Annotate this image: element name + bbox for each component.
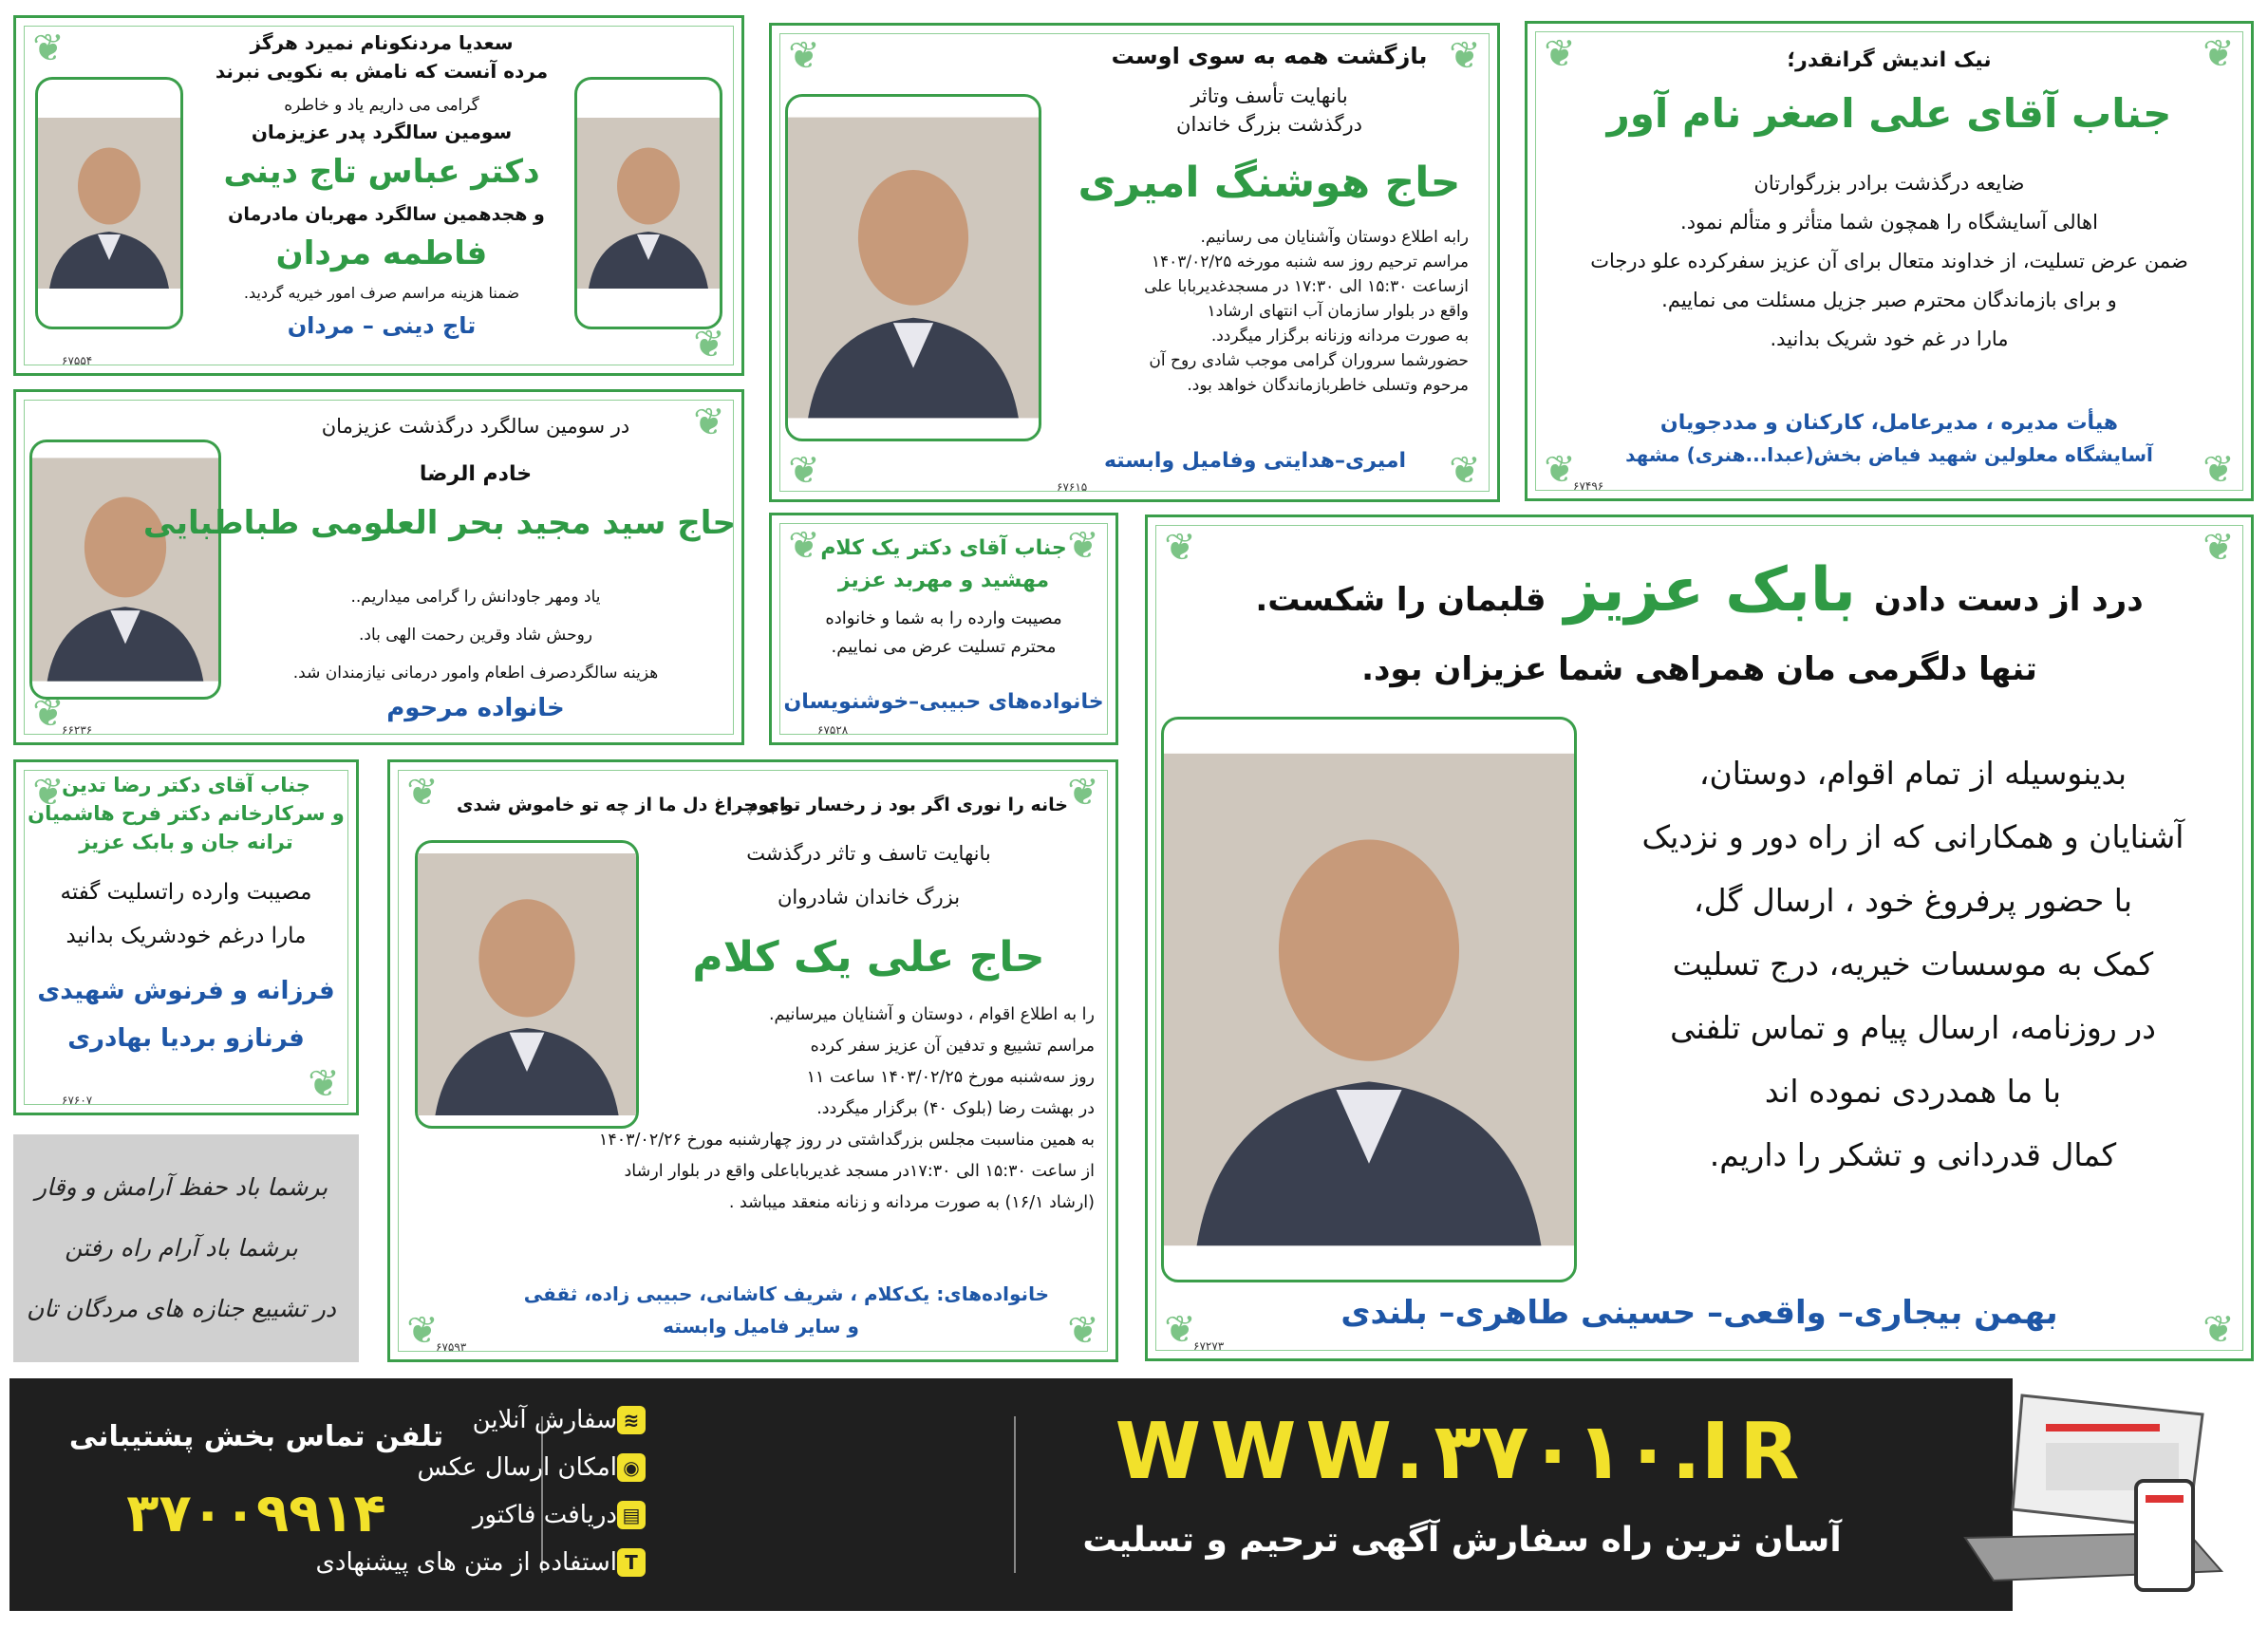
obituary-tajdini	[13, 15, 744, 376]
signature: امیری–هدایتی وفامیل وابسته	[1103, 449, 1407, 473]
signature-line-1: خانواده‌های: یک‌کلام ، شریف کاشانی، حبیبی زاده، ثقفی	[523, 1282, 1049, 1305]
name-amiri: حاج هوشنگ امیری	[1078, 159, 1461, 207]
ornament-icon: ❦	[2202, 448, 2235, 492]
ornament-icon: ❦	[1067, 1309, 1099, 1353]
ornament-icon: ❦	[788, 524, 820, 568]
name-babak: بابک عزیز	[1564, 555, 1856, 626]
anniversary-body: یاد ومهر جاودانش را گرامی میداریم.. روحش شاد وقرین رحمت الهی باد. هزینه سالگردصرف اطعام وامور درمانی نیازمندان شد.	[292, 588, 659, 683]
camera-icon: ◉	[617, 1453, 646, 1482]
ad-code: ۶۷۶۱۵	[1057, 480, 1088, 494]
intro-line-2: درگذشت بزرگ خاندان	[1176, 113, 1362, 136]
banner-slogan: آسان ترین راه سفارش آگهی ترحیم و تسلیت	[1082, 1521, 1842, 1560]
signature-line-1: هیأت مدیره ، مدیرعامل، کارکنان و مددجویان	[1659, 411, 2119, 435]
thanks-babak	[1145, 515, 2254, 1361]
name-namavar: جناب آقای علی اصغر نام آور	[1606, 90, 2172, 137]
ornament-icon: ❦	[693, 401, 725, 444]
divider	[1014, 1416, 1016, 1573]
ad-code: ۶۷۵۵۴	[62, 354, 93, 367]
anniversary-father: سومین سالگرد پدر عزیزمان	[251, 121, 513, 143]
intro-line-1: بانهایت تأسف وتاثر	[1190, 84, 1348, 107]
feature-send-photo: ◉امکان ارسال عکس	[406, 1452, 646, 1482]
signature: بهمن بیجاری– واقعی– حسینی طاهری– بلندی	[1340, 1294, 2058, 1332]
photo-amiri	[785, 94, 1041, 441]
poem-line-1: سعدیا مردنکونام نمیرد هرگز	[250, 31, 514, 54]
ornament-icon: ❦	[1067, 524, 1099, 568]
ornament-icon: ❦	[1449, 449, 1481, 493]
photo-father	[574, 77, 722, 329]
text-icon: T	[617, 1548, 646, 1577]
ornament-icon: ❦	[1164, 526, 1196, 570]
body-line-1: مصیبت وارده راتسلیت گفته	[60, 880, 312, 905]
addressee-line-1: جناب آقای دکتر رضا تدین	[62, 774, 310, 796]
addressee-line-2: مهشید و مهربد عزیز	[837, 569, 1050, 592]
ornament-icon: ❦	[1544, 448, 1576, 492]
ornament-icon: ❦	[2202, 32, 2235, 76]
obituary-amiri	[769, 23, 1500, 502]
poem-right: خانه را نوری اگر بود ز رخسار تو بود	[748, 795, 1068, 815]
anniversary-mother: و هجدهمین سالگرد مهربان مادرمان	[228, 204, 545, 225]
ad-code: ۶۶۲۳۶	[62, 723, 93, 737]
document-icon: ▤	[617, 1501, 646, 1529]
thanks-body: بدینوسیله از تمام اقوام، دوستان، آشنایان و همکارانی که از راه دور و نزدیک با حضور پرفروغ خود ، ارسال گل، کمک به موسسات خیریه، درج تسلیت در روزنامه، ارسال پیام و تماس تلفنی با ما همدردی نموده اند کمال قدردانی و تشکر را داریم.	[1641, 755, 2184, 1173]
signature: تاج دینی – مردان	[287, 312, 477, 339]
ornament-icon: ❦	[788, 34, 820, 78]
ornament-icon: ❦	[32, 771, 65, 814]
poem-line-2: مرده آنست که نامش به نکویی نبرند	[215, 60, 549, 83]
addressee-line-3: ترانه جان و بابک عزیز	[79, 831, 293, 853]
laptop-phone-graphic	[1956, 1376, 2231, 1614]
photo-babak	[1161, 717, 1577, 1282]
ornament-icon: ❦	[32, 692, 65, 736]
signature-line-1: فرزانه و فرنوش شهیدی	[37, 977, 335, 1005]
obituary-ali-yekkalam	[387, 759, 1118, 1362]
anniversary-tabatabaei	[13, 389, 744, 745]
condolence-namavar	[1525, 21, 2254, 501]
photo-tabatabaei	[29, 440, 221, 700]
intro-line: در سومین سالگرد درگذشت عزیزمان	[321, 415, 630, 438]
ornament-icon: ❦	[406, 771, 439, 814]
ad-code: ۶۷۴۹۶	[1573, 479, 1604, 493]
ceremony-details: را به اطلاع اقوام ، دوستان و آشنایان میرسانیم. مراسم تشییع و تدفین آن عزیز سفر کرده روز سه‌شنبه مورخ ۱۴۰۳/۰۲/۲۵ ساعت ۱۱ در بهشت رضا (بلوک ۴۰) برگزار میگردد. به همین مناسبت مجلس بزرگداشتی در روز چهارشنبه مورخ ۱۴۰۳/۰۲/۲۶ از ساعت ۱۵:۳۰ الی ۱۷:۳۰در مسجد غدیربابا‌علی واقع در بلوار ارشاد (ارشاد ۱۶/۱) به صورت مردانه و زنانه منعقد میباشد .	[598, 1005, 1095, 1212]
intro-line-1: بانهایت تاسف و تاثر درگذشت	[746, 842, 991, 865]
name-father: دکتر عباس تاج دینی	[223, 153, 540, 191]
signature-line-2: فرنازو بردیا بهادری	[67, 1024, 305, 1053]
name-tabatabaei: حاج سید مجید بحر العلومی طباطبایی	[142, 504, 736, 542]
condolence-body: ضایعه درگذشت برادر بزرگوارتان اهالی آسایشگاه را همچون شما متأثر و متألم نمود. ضمن عرض تسلیت، از خداوند متعال برای آن عزیز سفرکرده علو درجات و برای بازماندگان محترم صبر جزیل مسئلت می نماییم. مارا در غم خود شریک بدانید.	[1590, 172, 2188, 350]
headline	[1148, 555, 2251, 626]
website-url[interactable]: WWW.۳۷۰۱۰.IR	[1115, 1407, 1809, 1497]
ornament-icon: ❦	[2202, 526, 2235, 570]
body-line-2: محترم تسلیت عرض می نماییم.	[831, 637, 1057, 657]
addressee-line-1: جناب آقای دکتر یک کلام	[820, 536, 1067, 560]
title-line: خادم الرضا	[419, 462, 533, 486]
condolence-yekkalam	[769, 513, 1118, 745]
ornament-icon: ❦	[2202, 1308, 2235, 1352]
headline-part-b: قلبمان را شکست.	[1255, 581, 1546, 619]
calligraphy-text: برشما باد حفظ آرامش و وقار برشما باد آرام راه رفتن در تشییع جنازه های مردگان تان	[27, 1173, 336, 1322]
ornament-icon: ❦	[1449, 34, 1481, 78]
body-line-2: مارا درغم خودشریک بدانید	[66, 924, 307, 948]
ornament-icon: ❦	[308, 1062, 340, 1106]
wifi-icon: ≋	[617, 1406, 646, 1434]
charity-note: ضمنا هزینه مراسم صرف امور خیریه گردید.	[243, 284, 520, 302]
promo-banner	[9, 1378, 2013, 1611]
ornament-icon: ❦	[32, 27, 65, 70]
ornament-icon: ❦	[406, 1309, 439, 1353]
name-mother: فاطمه مردان	[275, 234, 488, 272]
verse: بازگشت همه به سوی اوست	[1111, 43, 1428, 69]
intro-line-2: بزرگ خاندان شادروان	[777, 886, 961, 908]
feature-suggested-texts: Tاستفاده از متن های پیشنهادی	[305, 1547, 646, 1577]
feature-online-order: ≋سفارش آنلاین	[461, 1405, 646, 1434]
support-phone[interactable]: ۳۷۰۰۹۹۱۴	[126, 1483, 386, 1544]
ad-code: ۶۷۵۹۳	[436, 1340, 467, 1354]
ornament-icon: ❦	[1544, 32, 1576, 76]
signature: خانواده مرحوم	[386, 694, 565, 722]
ornament-icon: ❦	[788, 449, 820, 493]
signature: خانواده‌های حبیبی–خوشنویسان	[783, 690, 1104, 714]
ornament-icon: ❦	[1067, 771, 1099, 814]
headline-part-a: درد از دست دادن	[1874, 581, 2144, 619]
support-label: تلفن تماس بخش پشتیبانی	[68, 1420, 444, 1453]
condolence-tadayon	[13, 759, 359, 1115]
signature-line-2: آسایشگاه معلولین شهید فیاض بخش(عبدا...هنری) مشهد	[1625, 443, 2153, 466]
signature-line-2: و سایر فامیل وابسته	[663, 1315, 859, 1338]
phone-icon	[2136, 1481, 2193, 1590]
ad-code: ۶۷۵۲۸	[817, 723, 849, 737]
ornament-icon: ❦	[1164, 1308, 1196, 1352]
ad-code: ۶۷۶۰۷	[62, 1094, 93, 1107]
feature-invoice: ▤دریافت فاکتور	[461, 1500, 646, 1529]
name-ali-yekkalam: حاج علی یک کلام	[692, 933, 1045, 982]
ad-code: ۶۷۲۷۳	[1193, 1339, 1225, 1353]
greeting: نیک اندیش گرانقدر؛	[1787, 48, 1992, 72]
photo-mother	[35, 77, 183, 329]
ceremony-details: رابه اطلاع دوستان وآشنایان می رسانیم. مراسم ترحیم روز سه شنبه مورخه ۱۴۰۳/۰۲/۲۵ ازساعت ۱۵:۳۰ الی ۱۷:۳۰ در مسجدغدیربابا علی واقع در بلوار سازمان آب انتهای ارشاد۱ به صورت مردانه وزنانه برگزار میگردد. حضورشما سروران گرامی موجب شادی روح آن مرحوم وتسلی خاطربازماندگان خواهد بود.	[1144, 228, 1469, 395]
addressee-line-2: و سرکارخانم دکتر فرح هاشمیان	[28, 802, 345, 825]
subheadline: تنها دلگرمی مان همراهی شما عزیزان بود.	[1361, 650, 2037, 688]
calligraphy-box	[13, 1134, 359, 1362]
body-line-1: مصیبت وارده را به شما و خانواده	[825, 608, 1062, 628]
ornament-icon: ❦	[693, 323, 725, 366]
poem-left: ای چراغ دل ما از چه تو خاموش شدی	[457, 795, 786, 815]
intro-text: گرامی می داریم یاد و خاطره	[284, 96, 479, 115]
